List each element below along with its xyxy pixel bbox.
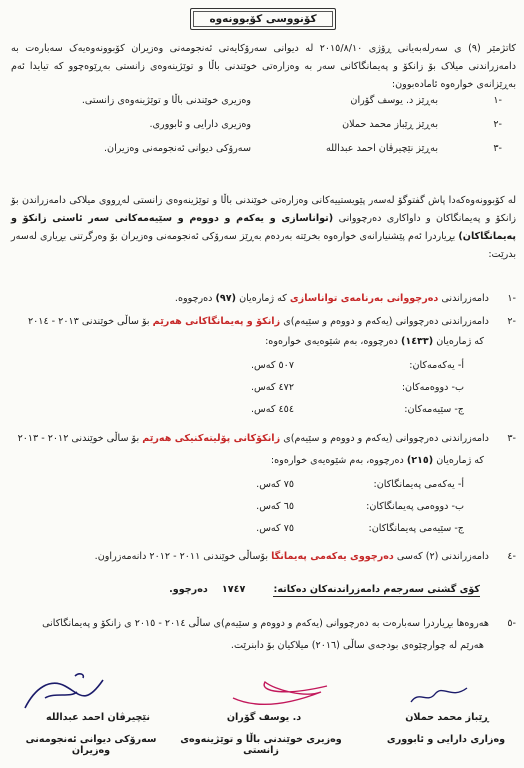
item-2-breakdown <box>194 360 464 420</box>
breakdown-label: ج- سێیەمەکان: <box>404 404 464 415</box>
total-line <box>169 584 480 595</box>
item-highlight: زانکۆکانی پۆلیتەکنیکی هەرێم <box>142 433 281 444</box>
item-number: -٣ <box>507 433 516 444</box>
item-count: (١٤٣٣) <box>400 336 434 347</box>
breakdown-row <box>194 404 464 426</box>
signature-name: د. یوسف گۆران <box>226 712 302 723</box>
item-text: کە ژمارەیان <box>239 293 287 304</box>
item-5 <box>11 618 516 629</box>
breakdown-row <box>194 479 464 501</box>
item-text: دامەزراندنی دەرچووانی (یەکەم و دووەم و سێیەم)ی <box>283 316 489 327</box>
item-text: بۆساڵی خوێندنی ٢٠١١ - ٢٠١٢ دانەمەزراون. <box>94 551 268 562</box>
breakdown-row <box>194 382 464 404</box>
item-text: بۆ ساڵی خوێندنی ٢٠١٢ - ٢٠١٣ <box>17 433 140 444</box>
item-number: -٤ <box>507 551 516 562</box>
item-text: هەروەها بڕیاردرا سەبارەت بە دەرچووانی (یەکەم و دووەم و سێیەم)ی ساڵی ٢٠١٤ - ٢٠١٥ ی زانکۆ و پەیمانگاکانی <box>42 618 489 629</box>
item-1 <box>11 293 516 304</box>
attendee-name: بەڕێز نێچیرڤان احمد عبدالله <box>325 143 438 154</box>
breakdown-value: ٥٠٧ کەس. <box>251 360 294 371</box>
item-text: دەرچووە، بەم شێوەیەی خوارەوە: <box>265 336 398 347</box>
item-3-line2 <box>271 455 484 466</box>
signature-name: نێچیرڤان احمد عبدالله <box>46 712 150 723</box>
breakdown-value: ٤٧٢ کەس. <box>251 382 294 393</box>
signature-title: سەرۆکی دیوانی ئەنجومەنی وەزیران <box>25 734 157 756</box>
attendee-role: وەزیری دارایی و ئابووری. <box>149 119 251 130</box>
attendee-number: -٢ <box>493 119 502 130</box>
attendee-name: بەڕێز د. یوسف گۆران <box>350 95 438 106</box>
breakdown-row <box>194 523 464 545</box>
total-unit: دەرچوو. <box>169 584 208 595</box>
total-label: کۆی گشتی سەرجەم دامەزراندنەکان دەکاتە: <box>273 584 480 595</box>
breakdown-value: ٤٥٤ کەس. <box>251 404 294 415</box>
attendee-role: وەزیری خوێندنی باڵا و توێژینەوەی زانستی. <box>81 95 251 106</box>
item-text: دامەزراندنی دەرچووانی (یەکەم و دووەم و سێیەم)ی <box>283 433 489 444</box>
item-highlight: زانکۆ و پەیمانگاکانی هەرێم <box>152 316 281 327</box>
item-text: کە ژمارەیان <box>436 455 484 466</box>
document-title: کۆنووسی کۆبوونەوە <box>190 8 336 30</box>
breakdown-row <box>194 360 464 382</box>
item-3-breakdown <box>194 479 464 545</box>
decision-text-1: لە کۆبوونەوەکەدا پاش گفتوگۆ لەسەر پێویستییەکانی وەزارەتی خوێندنی باڵا و توێژینەوەی زانستی لەڕووی میلاکی دامەزراندن بۆ زانکۆ و پەیمانگاکان و داواکاری دەرچووانی <box>11 195 516 224</box>
decision-text-bold: (تواناسازی و یەکەم و دووەم و سێیەمەکانی سەر ئاستی زانکۆ و پەیمانگاکان) <box>11 213 516 242</box>
breakdown-label: أ- یەکەمەکان: <box>409 360 464 371</box>
breakdown-label: أ- یەکەمی پەیمانگاکان: <box>373 479 464 490</box>
item-highlight: دەرچووی یەکەمی پەیمانگا <box>271 551 394 562</box>
attendees-list <box>11 95 516 167</box>
attendee-role: سەرۆکی دیوانی ئەنجومەنی وەزیران. <box>104 143 251 154</box>
item-count: (٢١٥) <box>406 455 434 466</box>
item-text: کە ژمارەیان <box>436 336 484 347</box>
signature-mark <box>15 668 115 716</box>
item-text: دامەزراندنی (٢) کەسی <box>396 551 489 562</box>
breakdown-label: ج- سێیەمی پەیمانگاکان: <box>368 523 464 534</box>
signature-title: وەزیری خوێندنی باڵا و توێژینەوەی زانستی <box>180 734 342 756</box>
attendee-row <box>11 143 516 167</box>
item-text: دەرچووە، بەم شێوەیەی خوارەوە: <box>270 455 404 466</box>
item-count: (٩٧) <box>215 293 236 304</box>
decision-text-2: بڕیاردرا ئەم پێشنیارانەی خوارەوە بخرێتە بەردەم بەڕێز سەرۆکی ئەنجومەنی وەزیران بۆ وەرگرتنی بڕیاری لەسەر بدرێت: <box>11 231 516 260</box>
attendee-row <box>11 119 516 143</box>
item-3 <box>11 433 516 444</box>
attendee-number: -١ <box>493 95 502 106</box>
item-number: -٢ <box>507 316 516 327</box>
attendee-number: -٣ <box>493 143 502 154</box>
breakdown-label: ب- دووەمەکان: <box>401 382 464 393</box>
breakdown-value: ٦٥ کەس. <box>256 501 294 512</box>
decision-paragraph <box>11 192 516 264</box>
attendee-name: بەڕێز ڕێباز محمد حملان <box>342 119 438 130</box>
signature-title: وەزاری دارایی و ئابووری <box>386 734 506 745</box>
total-value: ١٧٤٧ <box>221 584 246 595</box>
item-2-line2 <box>265 336 484 347</box>
breakdown-row <box>194 501 464 523</box>
item-text: بۆ ساڵی خوێندنی ٢٠١٣ - ٢٠١٤ <box>27 316 150 327</box>
breakdown-value: ٧٥ کەس. <box>256 479 294 490</box>
item-4 <box>11 551 516 562</box>
item-number: -٥ <box>507 618 516 629</box>
signature-mark <box>405 682 475 708</box>
item-text: دەرچووە. <box>174 293 213 304</box>
signature-name: ڕێباز محمد حملان <box>405 712 489 723</box>
item-highlight: دەرچووانی بەرنامەی تواناسازی <box>289 293 439 304</box>
breakdown-label: ب- دووەمی پەیمانگاکان: <box>366 501 464 512</box>
item-number: -١ <box>507 293 516 304</box>
signature-mark <box>225 672 335 712</box>
intro-paragraph: کاتژمێر (٩) ی سەرلەبەیانی ڕۆژی ٢٠١٥/٨/١٠ لە دیوانی سەرۆکایەتی ئەنجومەنی وەزیران کۆبوونەوەیەک سەبارەت بە دامەزراندنی میلاک بۆ زانکۆ و پەیمانگاکانی سەر بە وەزارەتی خوێندنی باڵا و توێژینەوەی زانستی بەڕێوەچوو کە تیایدا ئەم بەڕێزانەی خوارەوە ئامادەبوون: <box>11 43 516 90</box>
breakdown-value: ٧٥ کەس. <box>256 523 294 534</box>
item-text: دامەزراندنی <box>441 293 489 304</box>
attendee-row <box>11 95 516 119</box>
item-5-line2: هەرێم لە چوارچێوەی بودجەی ساڵی (٢٠١٦) میلاکیان بۆ دابنرێت. <box>230 640 484 651</box>
item-2 <box>11 316 516 327</box>
